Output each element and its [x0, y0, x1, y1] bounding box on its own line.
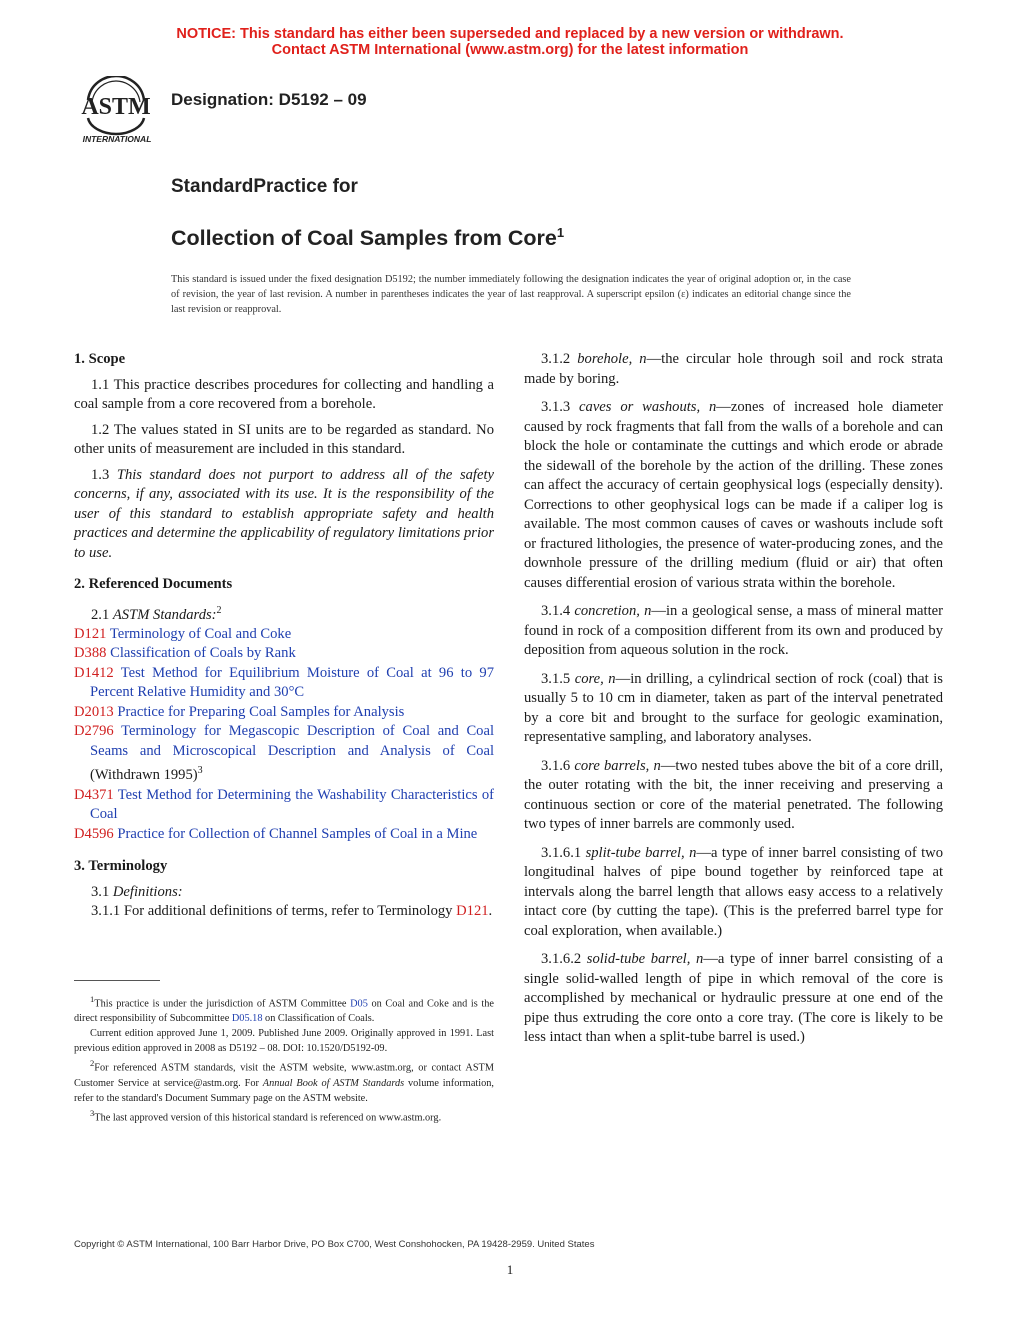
- notice-line-1: NOTICE: This standard has either been superseded and replaced by a new version or withdrawn.: [176, 26, 844, 42]
- designation: Designation: D5192 – 09: [171, 90, 367, 109]
- notice-line-2: Contact ASTM International (www.astm.org) for the latest information: [271, 42, 749, 58]
- d05-18-link[interactable]: D05.18: [231, 1013, 263, 1025]
- definition-3-1-4: 3.1.4 concretion, n—in a geological sense, a mass of mineral matter found in rock of a composition different from its own and produced by deposition from aqueous solution in the rock.: [524, 603, 943, 658]
- para-1-2: 1.2 The values stated in SI units are to be regarded as standard. No other units of measurement are included in this standard.: [74, 421, 494, 457]
- definition-3-1-5: 3.1.5 core, n—in drilling, a cylindrical section of rock (coal) that is usually 5 to 10 cm in diameter, taken as part of the interval penetrated by a core bit and brought to the surface for geologic examination, representative sampling, and laboratory analyses.: [524, 670, 943, 745]
- d121-link[interactable]: D121: [456, 903, 489, 920]
- logo-letters: ASTM: [81, 94, 151, 120]
- title-footnote-mark: 1: [556, 225, 565, 240]
- footnote-edition: Current edition approved June 1, 2009. Published June 2009. Originally approved in 1991. Last previous edition approved in 2008 as D5192 – 08. DOI: 10.1520/D5192-09.: [74, 1028, 494, 1055]
- ref-item[interactable]: D2013 Practice for Preparing Coal Samples for Analysis: [74, 703, 405, 720]
- d05-link[interactable]: D05: [350, 998, 368, 1010]
- section-heading-terminology: 3. Terminology: [74, 858, 168, 875]
- para-3-1-1: 3.1.1 For additional definitions of terms, refer to Terminology D121.: [91, 903, 493, 920]
- notice-banner: [0, 26, 1020, 58]
- footnote-3: $^3$The last approved version of this historical standard is referenced on www.astm.org.: [90, 1107, 442, 1124]
- para-3-1: 3.1 Definitions:: [91, 883, 183, 900]
- left-column: [74, 350, 494, 928]
- footnotes: [74, 992, 494, 1125]
- ref-item[interactable]: D121 Terminology of Coal and Coke: [74, 625, 292, 642]
- logo-subtext: INTERNATIONAL: [82, 134, 152, 144]
- definition-3-1-3: 3.1.3 caves or washouts, n—zones of increased hole diameter caused by rock fragments that fall from the walls of a borehole and can block the hole or contaminate the cuttings and which erode or abrade the sidewall of the borehole by the action of the drilling. These zones can affect the accuracy of certain geophysical logs (especially density). Corrections to other geophysical logs can be made if a caliper log is available. The most common causes of caves or washouts include soft or fractured lithologies, the presence of water-producing zones, and the downhole pressure of the drilling medium (fluid or air) that often causes differential erosion of various strata within the borehole.: [524, 399, 943, 591]
- title-text: Collection of Coal Samples from Core: [171, 226, 557, 251]
- definition-3-1-6-1: 3.1.6.1 split-tube barrel, n—a type of inner barrel consisting of two longitudinal halves of pipe bound together by reinforced tape at intervals along the barrel length that allows easy access to a relatively intact core (by cutting the tape). (This is the preferred barrel type for coal exploration, when available.): [524, 844, 944, 939]
- ref-item[interactable]: D388 Classification of Coals by Rank: [74, 645, 296, 662]
- ref-item[interactable]: D4596 Practice for Collection of Channel Samples of Coal in a Mine: [74, 825, 478, 842]
- page-title: [171, 225, 564, 251]
- standard-practice-heading: StandardPractice for: [171, 176, 358, 197]
- section-heading-referenced-documents: 2. Referenced Documents: [74, 576, 233, 592]
- issued-note: This standard is issued under the fixed designation D5192; the number immediately following the designation indicates the year of original adoption or, in the case of revision, the year of last revision. A number in parentheses indicates the year of last reapproval. A superscript epsilon (ε) indicates an editorial change since the last revision or reapproval.: [171, 274, 851, 315]
- astm-logo: [74, 76, 160, 146]
- page-number: 1: [506, 1262, 514, 1277]
- footnote-2: $^2$For referenced ASTM standards, visit the ASTM website, www.astm.org, or contact ASTM Customer Service at service@astm.org. For Annual Book of ASTM Standards volume information, refer to the standard's Document Summary page on the ASTM website.: [74, 1058, 494, 1104]
- footnote-1: $^1$This practice is under the jurisdiction of ASTM Committee D05 on Coal and Coke and is the direct responsibility of Subcommittee D05.18 on Classification of Coals.: [74, 994, 494, 1025]
- right-column: [524, 350, 943, 1054]
- definition-3-1-6: 3.1.6 core barrels, n—two nested tubes above the bit of a core drill, the outer rotating with the bit, the inner receiving and preserving a continuous section or core of the material penetrated. The following two types of inner barrels are commonly used.: [524, 757, 943, 832]
- ref-item[interactable]: D2796 Terminology for Megascopic Description of Coal and Coal Seams and Microscopical Description and Analysis of Coal (Withdrawn 1995)$^3$: [74, 723, 495, 784]
- section-heading-scope: 1. Scope: [74, 351, 126, 367]
- copyright-line: Copyright © ASTM International, 100 Barr Harbor Drive, PO Box C700, West Conshohocken, PA 19428-2959. United States: [74, 1239, 595, 1250]
- para-1-1: 1.1 This practice describes procedures for collecting and handling a coal sample from a core recovered from a borehole.: [74, 376, 494, 412]
- footnote-divider: [74, 980, 160, 981]
- ref-item[interactable]: D1412 Test Method for Equilibrium Moisture of Coal at 96 to 97 Percent Relative Humidity and 30°C: [74, 664, 494, 701]
- definition-3-1-2: 3.1.2 borehole, n—the circular hole through soil and rock strata made by boring.: [524, 351, 943, 387]
- para-2-1: 2.1 ASTM Standards:$^2$: [91, 604, 222, 623]
- ref-item[interactable]: D4371 Test Method for Determining the Washability Characteristics of Coal: [74, 786, 494, 823]
- definition-3-1-6-2: 3.1.6.2 solid-tube barrel, n—a type of inner barrel consisting of a single solid-walled length of pipe in which removal of the core is accomplished by mechanical or hydraulic pressure at one end of the pipe thus extruding the core onto a core tray. (The core is likely to be less intact than when a split-tube barrel is used.): [524, 951, 943, 1045]
- para-1-3: 1.3 This standard does not purport to address all of the safety concerns, if any, associated with its use. It is the responsibility of the user of this standard to establish appropriate safety and health practices and determine the applicability of regulatory limitations prior to use.: [74, 466, 494, 561]
